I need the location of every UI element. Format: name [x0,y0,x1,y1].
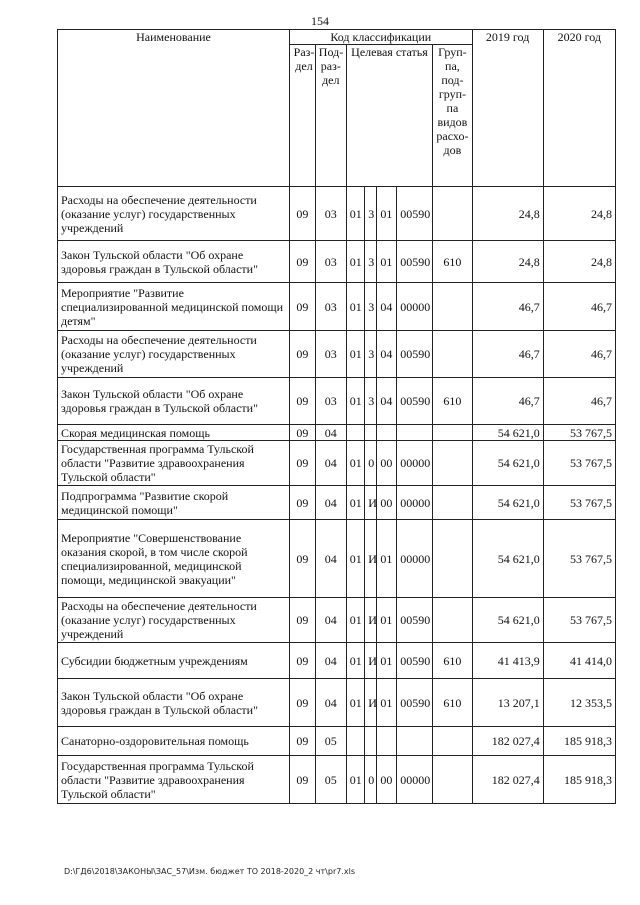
row-target-subprogram: И [365,679,376,727]
table-row [58,425,616,441]
row-target-event: 04 [376,378,397,425]
row-target-subprogram: И [365,643,376,679]
row-target-direction: 00000 [397,520,433,598]
table-row [58,378,616,425]
row-value-2019: 24,8 [472,187,543,241]
row-value-2020: 24,8 [543,187,615,241]
row-section: 09 [290,283,316,331]
row-name: Государственная программа Тульской области "Развитие здравоохранения Тульской области" [58,756,290,804]
row-value-2020: 46,7 [543,283,615,331]
row-value-2020: 41 414,0 [543,643,615,679]
header-name: Наименование [58,30,290,187]
row-target-program: 01 [346,187,365,241]
header-target: Целевая статья [346,45,433,187]
row-target-event [376,425,397,441]
row-value-2019: 54 621,0 [472,441,543,486]
row-target-program: 01 [346,241,365,283]
row-target-program: 01 [346,756,365,804]
row-target-event: 00 [376,756,397,804]
row-subsection: 05 [315,756,346,804]
row-name: Расходы на обеспечение деятельности (оказание услуг) государственных учреждений [58,598,290,643]
row-name: Мероприятие "Совершенствование оказания скорой, в том числе скорой специализированной, медицинской помощи, медицинской эвакуации" [58,520,290,598]
row-target-subprogram: 3 [365,241,376,283]
row-name: Санаторно-оздоровительная помощь [58,727,290,756]
row-expense-group [433,331,472,378]
row-subsection: 03 [315,187,346,241]
row-subsection: 04 [315,598,346,643]
row-subsection: 03 [315,283,346,331]
row-section: 09 [290,425,316,441]
row-target-program: 01 [346,378,365,425]
row-name: Подпрограмма "Развитие скорой медицинской помощи" [58,486,290,520]
row-target-program: 01 [346,331,365,378]
table-row [58,643,616,679]
row-expense-group [433,520,472,598]
row-target-subprogram: 3 [365,283,376,331]
header-2020: 2020 год [543,30,615,187]
row-name: Расходы на обеспечение деятельности (оказание услуг) государственных учреждений [58,187,290,241]
row-target-subprogram [365,727,376,756]
table-row [58,598,616,643]
row-value-2020: 12 353,5 [543,679,615,727]
row-target-program: 01 [346,283,365,331]
row-subsection: 03 [315,378,346,425]
row-subsection: 05 [315,727,346,756]
row-value-2020: 46,7 [543,378,615,425]
row-target-subprogram [365,425,376,441]
row-target-direction: 00590 [397,679,433,727]
row-expense-group: 610 [433,643,472,679]
row-value-2019: 46,7 [472,378,543,425]
header-code: Код классификации [290,30,473,45]
row-subsection: 03 [315,241,346,283]
row-name: Расходы на обеспечение деятельности (оказание услуг) государственных учреждений [58,331,290,378]
row-target-program: 01 [346,486,365,520]
row-target-event [376,727,397,756]
row-target-event: 00 [376,441,397,486]
row-section: 09 [290,727,316,756]
row-target-event: 01 [376,643,397,679]
row-value-2020: 53 767,5 [543,425,615,441]
row-subsection: 04 [315,441,346,486]
row-section: 09 [290,378,316,425]
row-target-subprogram: И [365,598,376,643]
row-value-2019: 54 621,0 [472,598,543,643]
row-value-2020: 185 918,3 [543,756,615,804]
row-name: Закон Тульской области "Об охране здоровья граждан в Тульской области" [58,378,290,425]
row-target-program: 01 [346,679,365,727]
row-section: 09 [290,331,316,378]
row-target-direction: 00590 [397,331,433,378]
row-section: 09 [290,486,316,520]
row-expense-group [433,486,472,520]
row-target-direction [397,727,433,756]
row-value-2019: 41 413,9 [472,643,543,679]
row-subsection: 03 [315,331,346,378]
row-section: 09 [290,241,316,283]
row-target-direction: 00000 [397,486,433,520]
row-target-subprogram: 3 [365,187,376,241]
row-section: 09 [290,441,316,486]
row-name: Закон Тульской области "Об охране здоровья граждан в Тульской области" [58,241,290,283]
row-value-2019: 182 027,4 [472,727,543,756]
header-group: Груп-па, под-груп-па видов расхо-дов [433,45,472,187]
row-target-direction: 00000 [397,283,433,331]
page-number: 154 [311,14,329,28]
row-name: Закон Тульской области "Об охране здоровья граждан в Тульской области" [58,679,290,727]
row-target-subprogram: И [365,486,376,520]
table-row [58,441,616,486]
row-target-direction: 00590 [397,643,433,679]
row-target-subprogram: 3 [365,378,376,425]
row-expense-group [433,187,472,241]
row-expense-group: 610 [433,679,472,727]
row-target-subprogram: 0 [365,441,376,486]
row-target-direction: 00590 [397,187,433,241]
row-subsection: 04 [315,643,346,679]
row-value-2019: 54 621,0 [472,486,543,520]
row-value-2020: 185 918,3 [543,727,615,756]
row-value-2019: 24,8 [472,241,543,283]
row-name: Субсидии бюджетным учреждениям [58,643,290,679]
row-target-event: 04 [376,283,397,331]
table-row [58,520,616,598]
row-subsection: 04 [315,486,346,520]
row-target-event: 01 [376,598,397,643]
row-target-direction: 00000 [397,441,433,486]
row-target-event: 01 [376,520,397,598]
header-section: Раз-дел [290,45,316,187]
row-expense-group [433,283,472,331]
row-target-program: 01 [346,643,365,679]
row-target-event: 01 [376,241,397,283]
row-target-event: 04 [376,331,397,378]
row-value-2020: 24,8 [543,241,615,283]
table-row [58,283,616,331]
header-subsection: Под-раз-дел [315,45,346,187]
row-target-program: 01 [346,520,365,598]
row-value-2019: 46,7 [472,331,543,378]
row-section: 09 [290,598,316,643]
header-row-1 [58,30,616,45]
table-row [58,187,616,241]
row-value-2019: 54 621,0 [472,425,543,441]
row-value-2019: 182 027,4 [472,756,543,804]
row-name: Скорая медицинская помощь [58,425,290,441]
row-target-direction: 00590 [397,598,433,643]
table-row [58,727,616,756]
header-2019: 2019 год [472,30,543,187]
row-value-2020: 53 767,5 [543,598,615,643]
table-row [58,331,616,378]
row-expense-group [433,756,472,804]
row-target-program [346,727,365,756]
row-target-event: 01 [376,187,397,241]
budget-table [57,29,616,804]
row-expense-group [433,425,472,441]
row-subsection: 04 [315,520,346,598]
row-expense-group [433,727,472,756]
row-expense-group [433,441,472,486]
row-value-2019: 54 621,0 [472,520,543,598]
row-expense-group [433,598,472,643]
row-target-subprogram: И [365,520,376,598]
row-name: Мероприятие "Развитие специализированной медицинской помощи детям" [58,283,290,331]
row-target-event: 00 [376,486,397,520]
row-subsection: 04 [315,679,346,727]
row-expense-group: 610 [433,241,472,283]
row-section: 09 [290,187,316,241]
row-target-direction: 00000 [397,756,433,804]
row-target-program: 01 [346,598,365,643]
table-row [58,486,616,520]
row-target-event: 01 [376,679,397,727]
row-section: 09 [290,643,316,679]
row-name: Государственная программа Тульской области "Развитие здравоохранения Тульской области" [58,441,290,486]
row-value-2020: 53 767,5 [543,486,615,520]
table-row [58,241,616,283]
row-target-subprogram: 3 [365,331,376,378]
row-value-2019: 13 207,1 [472,679,543,727]
row-value-2020: 46,7 [543,331,615,378]
row-section: 09 [290,520,316,598]
row-target-subprogram: 0 [365,756,376,804]
row-expense-group: 610 [433,378,472,425]
row-section: 09 [290,756,316,804]
row-target-direction: 00590 [397,241,433,283]
table-body [58,187,616,804]
row-value-2019: 46,7 [472,283,543,331]
row-target-program: 01 [346,441,365,486]
table-row [58,756,616,804]
table-row [58,679,616,727]
file-path-footer: D:\ГД6\2018\ЗАКОНЫ\ЗАС_57\Изм. бюджет ТО 2018-2020_2 чт\pr7.xls [64,867,355,876]
row-target-program [346,425,365,441]
row-value-2020: 53 767,5 [543,441,615,486]
row-value-2020: 53 767,5 [543,520,615,598]
row-target-direction [397,425,433,441]
row-section: 09 [290,679,316,727]
row-subsection: 04 [315,425,346,441]
row-target-direction: 00590 [397,378,433,425]
